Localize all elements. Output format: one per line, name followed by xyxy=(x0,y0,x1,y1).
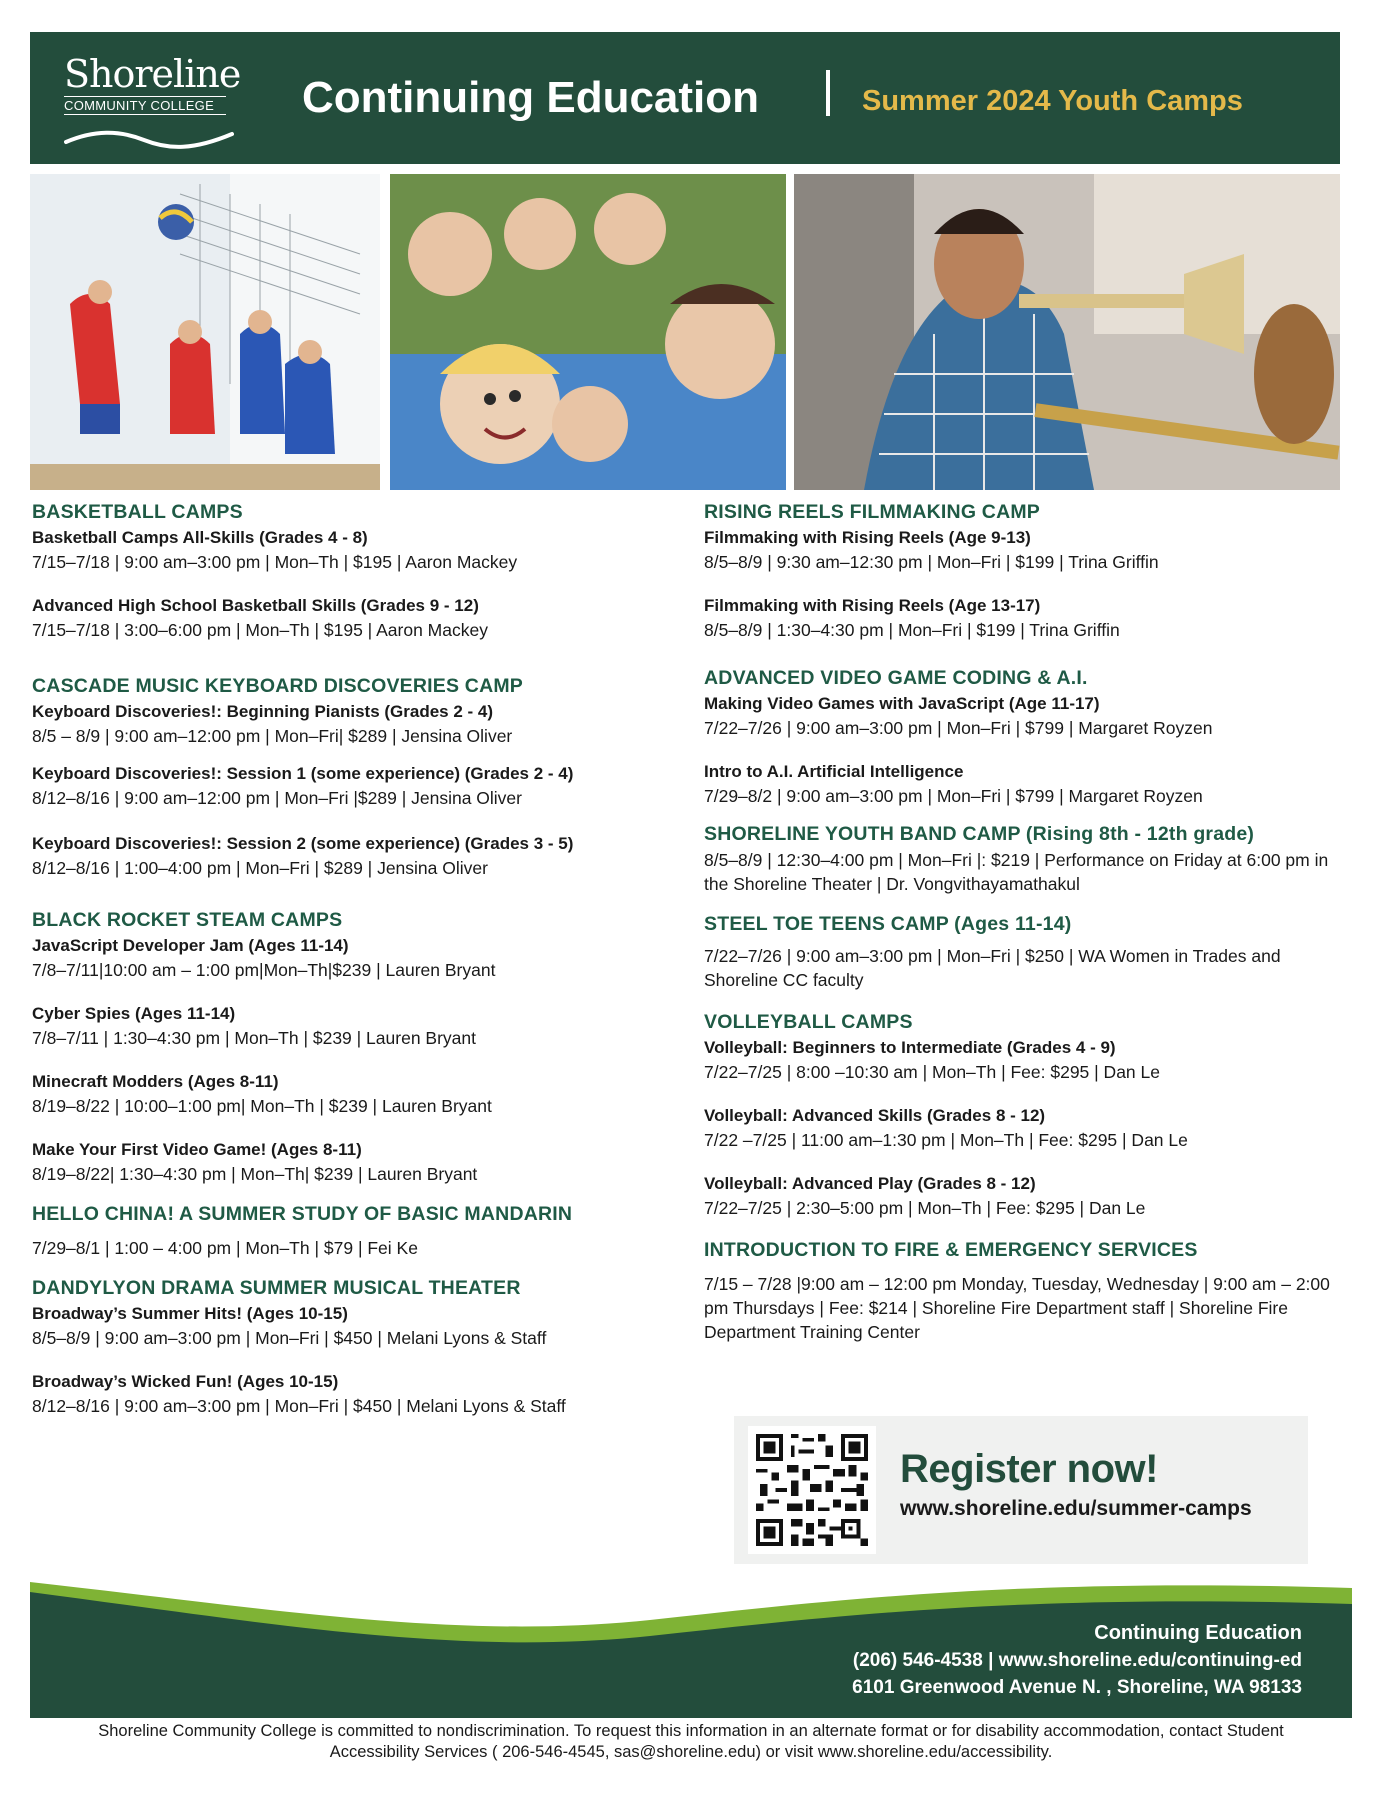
course-info: 7/22–7/25 | 8:00 –10:30 am | Mon–Th | Fee: $295 | Dan Le xyxy=(704,1062,1160,1082)
section-title: CASCADE MUSIC KEYBOARD DISCOVERIES CAMP xyxy=(32,675,524,697)
section-title: BASKETBALL CAMPS xyxy=(32,501,243,523)
college-logo[interactable] xyxy=(64,52,241,150)
header-banner xyxy=(30,32,1340,164)
course-item xyxy=(704,760,1344,808)
footer-org-name: Continuing Education xyxy=(1094,1622,1302,1644)
footer-address: 6101 Greenwood Avenue N. , Shoreline, WA 98133 xyxy=(852,1677,1302,1698)
course-info: 8/19–8/22 | 10:00–1:00 pm| Mon–Th | $239 | Lauren Bryant xyxy=(32,1096,492,1116)
course-item xyxy=(704,526,1344,574)
course-info: 7/29–8/1 | 1:00 – 4:00 pm | Mon–Th | $79 | Fei Ke xyxy=(32,1238,418,1258)
section-title: STEEL TOE TEENS CAMP (Ages 11-14) xyxy=(704,913,1072,935)
course-title: Filmmaking with Rising Reels (Age 9-13) xyxy=(704,528,1031,547)
course-item xyxy=(704,848,1344,896)
course-item xyxy=(704,692,1344,740)
camp-section xyxy=(704,910,1344,992)
course-info: 7/15–7/18 | 9:00 am–3:00 pm | Mon–Th | $195 | Aaron Mackey xyxy=(32,552,518,572)
course-item xyxy=(32,1302,682,1350)
course-item xyxy=(32,1370,682,1418)
course-info: 8/19–8/22| 1:30–4:30 pm | Mon–Th| $239 | Lauren Bryant xyxy=(32,1164,478,1184)
course-item xyxy=(32,934,682,982)
course-item xyxy=(704,944,1344,992)
course-item xyxy=(32,1138,682,1186)
qr-code-icon[interactable] xyxy=(748,1426,876,1554)
course-info: 7/8–7/11|10:00 am – 1:00 pm|Mon–Th|$239 | Lauren Bryant xyxy=(32,960,496,980)
course-item xyxy=(704,1272,1344,1344)
footer-contact-links[interactable]: (206) 546-4538 | www.shoreline.edu/continuing-ed xyxy=(852,1650,1302,1671)
course-title: Volleyball: Beginners to Intermediate (Grades 4 - 9) xyxy=(704,1038,1116,1057)
course-item xyxy=(32,1236,682,1260)
section-title: ADVANCED VIDEO GAME CODING & A.I. xyxy=(704,667,1088,689)
course-info: 8/5–8/9 | 1:30–4:30 pm | Mon–Fri | $199 | Trina Griffin xyxy=(704,620,1120,640)
page-title: Continuing Education xyxy=(302,73,760,122)
course-title: Minecraft Modders (Ages 8-11) xyxy=(32,1072,279,1091)
section-title: HELLO CHINA! A SUMMER STUDY OF BASIC MANDARIN xyxy=(32,1203,573,1225)
course-info: 7/29–8/2 | 9:00 am–3:00 pm | Mon–Fri | $799 | Margaret Royzen xyxy=(704,786,1203,806)
course-info: 7/22–7/26 | 9:00 am–3:00 pm | Mon–Fri | $799 | Margaret Royzen xyxy=(704,718,1213,738)
course-info: 8/5–8/9 | 9:30 am–12:30 pm | Mon–Fri | $199 | Trina Griffin xyxy=(704,552,1159,572)
camp-section xyxy=(704,1008,1344,1220)
title-separator xyxy=(826,70,830,116)
course-info: 7/8–7/11 | 1:30–4:30 pm | Mon–Th | $239 | Lauren Bryant xyxy=(32,1028,476,1048)
section-title: DANDYLYON DRAMA SUMMER MUSICAL THEATER xyxy=(32,1277,521,1299)
camp-section xyxy=(704,664,1344,808)
course-title: Filmmaking with Rising Reels (Age 13-17) xyxy=(704,596,1041,615)
course-item xyxy=(32,594,682,642)
course-info: 8/12–8/16 | 9:00 am–3:00 pm | Mon–Fri | $450 | Melani Lyons & Staff xyxy=(32,1396,566,1416)
course-title: Volleyball: Advanced Play (Grades 8 - 12) xyxy=(704,1174,1036,1193)
camp-section xyxy=(32,1200,682,1260)
course-item xyxy=(704,1036,1344,1084)
nondiscrimination-disclaimer: Shoreline Community College is committed to nondiscrimination. To request this information in an alternate format or for disability accommodation, contact Student Accessibility Services ( 206-546-4545, sas@shoreline.edu) or visit www.shoreline.edu/accessibility. xyxy=(98,1722,1284,1761)
course-title: Advanced High School Basketball Skills (Grades 9 - 12) xyxy=(32,596,479,615)
section-title-grade: (Rising 8th - 12th grade) xyxy=(1020,823,1255,845)
course-title: Keyboard Discoveries!: Session 2 (some experience) (Grades 3 - 5) xyxy=(32,834,574,853)
course-title: Broadway’s Summer Hits! (Ages 10-15) xyxy=(32,1304,348,1323)
course-item xyxy=(704,1172,1344,1220)
camp-section xyxy=(704,820,1344,896)
course-item xyxy=(32,700,682,748)
camp-section xyxy=(32,672,682,880)
course-item xyxy=(704,594,1344,642)
page-subtitle: Summer 2024 Youth Camps xyxy=(862,85,1243,117)
course-title: Broadway’s Wicked Fun! (Ages 10-15) xyxy=(32,1372,339,1391)
course-title: Keyboard Discoveries!: Session 1 (some experience) (Grades 2 - 4) xyxy=(32,764,574,783)
course-title: Making Video Games with JavaScript (Age 11-17) xyxy=(704,694,1100,713)
trumpet-player-photo xyxy=(794,174,1340,490)
course-title: Intro to A.I. Artificial Intelligence xyxy=(704,762,964,781)
left-column xyxy=(32,498,682,1436)
register-box xyxy=(734,1416,1308,1564)
section-title-main: SHORELINE YOUTH BAND CAMP xyxy=(704,823,1021,845)
course-info: 8/5–8/9 | 12:30–4:00 pm | Mon–Fri |: $219 | Performance on Friday at 6:00 pm in the Shoreline Theater | Dr. Vongvithayamathakul xyxy=(704,850,1329,894)
camp-section xyxy=(704,498,1344,642)
course-info: 7/15–7/18 | 3:00–6:00 pm | Mon–Th | $195 | Aaron Mackey xyxy=(32,620,488,640)
course-title: JavaScript Developer Jam (Ages 11-14) xyxy=(32,936,349,955)
course-info: 7/22–7/25 | 2:30–5:00 pm | Mon–Th | Fee: $295 | Dan Le xyxy=(704,1198,1146,1218)
course-info: 7/22–7/26 | 9:00 am–3:00 pm | Mon–Fri | $250 | WA Women in Trades and Shoreline CC faculty xyxy=(704,946,1281,990)
course-title: Cyber Spies (Ages 11-14) xyxy=(32,1004,236,1023)
course-info: 8/12–8/16 | 1:00–4:00 pm | Mon–Fri | $289 | Jensina Oliver xyxy=(32,858,488,878)
section-title: BLACK ROCKET STEAM CAMPS xyxy=(32,909,343,931)
course-info: 7/22 –7/25 | 11:00 am–1:30 pm | Mon–Th | Fee: $295 | Dan Le xyxy=(704,1130,1188,1150)
course-title: Make Your First Video Game! (Ages 8-11) xyxy=(32,1140,362,1159)
camp-section xyxy=(704,1236,1344,1344)
section-title xyxy=(704,820,1344,848)
course-info: 8/5 – 8/9 | 9:00 am–12:00 pm | Mon–Fri| $289 | Jensina Oliver xyxy=(32,726,513,746)
course-item xyxy=(704,1104,1344,1152)
course-title: Basketball Camps All-Skills (Grades 4 - 8) xyxy=(32,528,368,547)
section-title: INTRODUCTION TO FIRE & EMERGENCY SERVICES xyxy=(704,1239,1198,1261)
course-item xyxy=(32,1002,682,1050)
volleyball-players-photo xyxy=(30,174,380,490)
section-title: RISING REELS FILMMAKING CAMP xyxy=(704,501,1041,523)
course-info: 7/15 – 7/28 |9:00 am – 12:00 pm Monday, Tuesday, Wednesday | 9:00 am – 2:00 pm Thursdays | Fee: $214 | Shoreline Fire Department staff | Shoreline Fire Department Training Center xyxy=(704,1274,1330,1342)
course-item xyxy=(32,526,682,574)
course-title: Keyboard Discoveries!: Beginning Pianists (Grades 2 - 4) xyxy=(32,702,494,721)
camp-section xyxy=(32,906,682,1186)
logo-subtitle: COMMUNITY COLLEGE xyxy=(64,96,226,115)
section-title: VOLLEYBALL CAMPS xyxy=(704,1011,913,1033)
logo-wordmark: Shoreline xyxy=(64,52,241,96)
course-item xyxy=(32,832,682,880)
right-column xyxy=(704,498,1344,1362)
register-now-link[interactable]: Register now! xyxy=(900,1447,1158,1491)
course-info: 8/12–8/16 | 9:00 am–12:00 pm | Mon–Fri |$289 | Jensina Oliver xyxy=(32,788,522,808)
course-item xyxy=(32,762,682,810)
course-title: Volleyball: Advanced Skills (Grades 8 - 12) xyxy=(704,1106,1046,1125)
children-group-photo xyxy=(390,174,786,490)
register-url-link[interactable]: www.shoreline.edu/summer-camps xyxy=(900,1497,1252,1520)
wave-icon xyxy=(64,128,234,150)
camp-section xyxy=(32,1274,682,1418)
camp-section xyxy=(32,498,682,642)
course-info: 8/5–8/9 | 9:00 am–3:00 pm | Mon–Fri | $450 | Melani Lyons & Staff xyxy=(32,1328,547,1348)
course-item xyxy=(32,1070,682,1118)
